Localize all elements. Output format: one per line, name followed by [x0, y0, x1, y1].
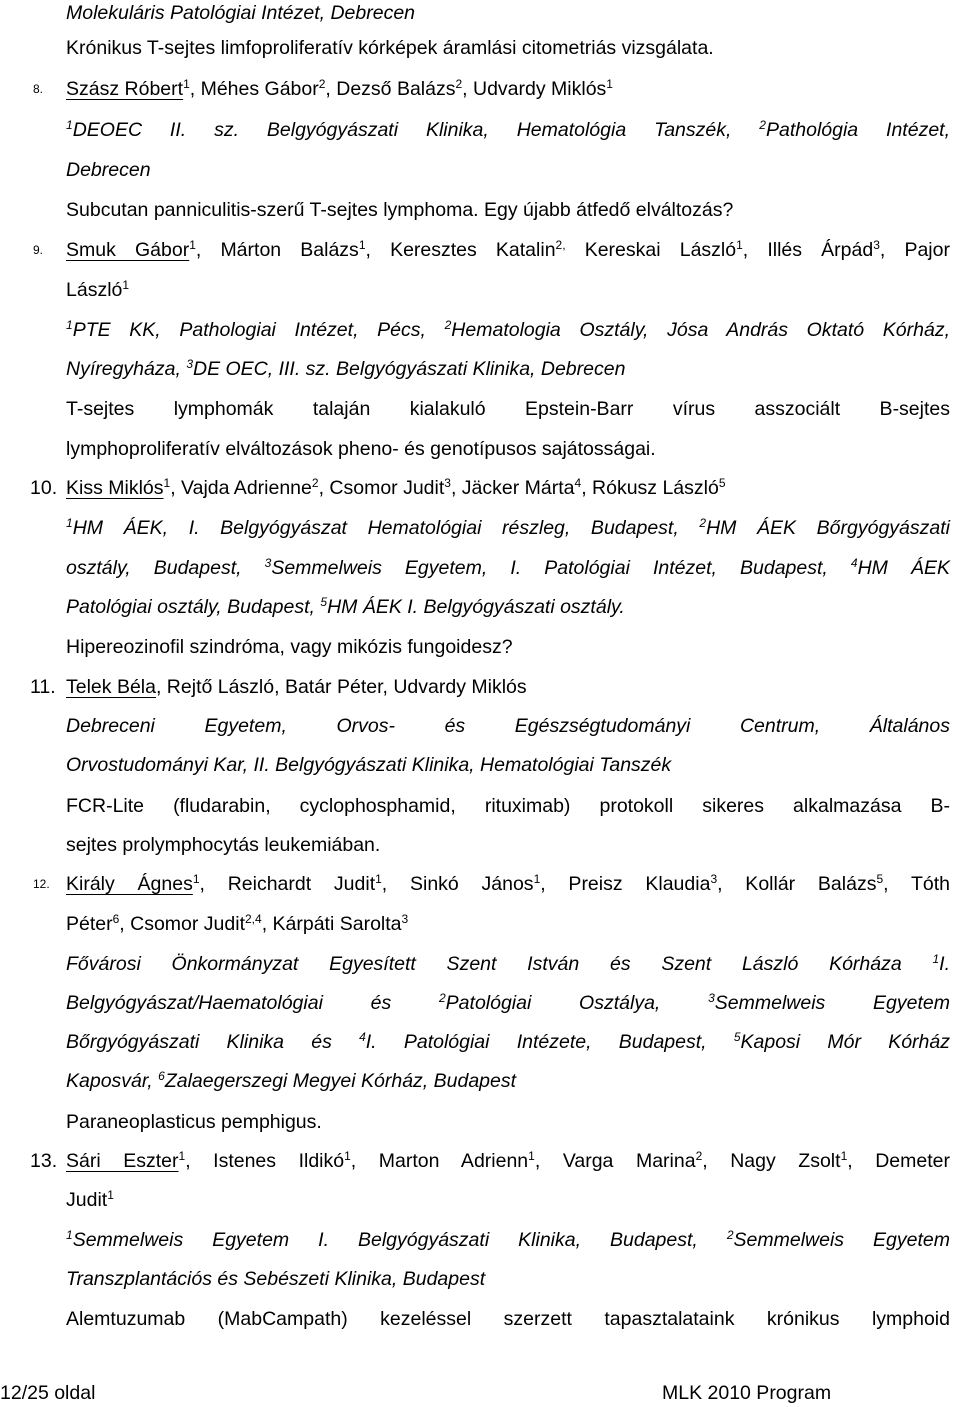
author: Péter — [66, 913, 113, 935]
superscript: 2, — [555, 238, 566, 252]
affiliation-line — [66, 1029, 950, 1055]
superscript: 1 — [528, 1149, 535, 1163]
superscript: 2 — [699, 516, 707, 530]
superscript: 1 — [107, 1188, 114, 1202]
superscript: 1 — [66, 516, 73, 530]
entry-number: 12. — [33, 877, 50, 891]
author-line — [66, 871, 950, 897]
affiliation-line — [66, 356, 950, 382]
author: , Nagy Zsolt — [702, 1150, 841, 1172]
author: , Demeter — [847, 1150, 950, 1172]
superscript: 4 — [574, 476, 582, 490]
affiliation-line — [66, 951, 950, 977]
author: László — [66, 279, 123, 301]
affiliation-line — [66, 317, 950, 343]
presenting-author: Király Ágnes — [66, 873, 193, 895]
superscript: 1 — [840, 1149, 848, 1163]
affiliation-line: Orvostudományi Kar, II. Belgyógyászati Klinika, Hematológiai Tanszék — [66, 754, 672, 776]
affiliation-line — [66, 515, 950, 541]
author: , Kollár Balázs — [717, 873, 877, 895]
superscript: 1 — [66, 1228, 73, 1242]
superscript: 1 — [183, 77, 190, 91]
abstract-title: Alemtuzumab (MabCampath) kezeléssel szerzett tapasztalataink krónikus lymphoid — [66, 1308, 950, 1330]
author-line — [66, 76, 950, 102]
affiliation-text: Kaposi Mór Kórház — [740, 1031, 950, 1053]
superscript: 2 — [438, 991, 446, 1005]
superscript: 3 — [264, 556, 272, 570]
superscript: 3 — [873, 238, 880, 252]
superscript: 5 — [876, 872, 884, 886]
affiliation-text: Pathológia Intézet, — [765, 119, 950, 141]
abstract-title: lymphoproliferatív elváltozások pheno- és genotípusos sajátosságai. — [66, 438, 656, 460]
entry-number: 11. — [30, 676, 56, 698]
author: , Marton Adrienn — [350, 1150, 529, 1172]
affiliation-line: Debreceni Egyetem, Orvos- és Egészségtudományi Centrum, Általános — [66, 715, 950, 737]
presenting-author: Smuk Gábor — [66, 239, 190, 261]
superscript: 3 — [710, 872, 718, 886]
abstract-title: Subcutan panniculitis-szerű T-sejtes lymphoma. Egy újabb átfedő elváltozás? — [66, 199, 734, 221]
superscript: 1 — [533, 872, 541, 886]
affiliation-text: osztály, Budapest, — [66, 557, 265, 579]
superscript: 4 — [850, 556, 858, 570]
superscript: 4 — [359, 1030, 366, 1044]
affiliation-line — [66, 594, 950, 620]
abstract-title: T-sejtes lymphomák talaján kialakuló Epstein-Barr vírus asszociált B-sejtes — [66, 398, 950, 420]
author: , Reichardt Judit — [199, 873, 376, 895]
affiliation-text: Kaposvár, — [66, 1070, 159, 1092]
affiliation-text: DE OEC, III. sz. Belgyógyászati Klinika, Debrecen — [193, 358, 626, 380]
superscript: 6 — [158, 1069, 165, 1083]
affiliation-text: Nyíregyháza, — [66, 358, 187, 380]
entry-number: 13. — [30, 1150, 58, 1172]
superscript: 5 — [733, 1030, 741, 1044]
affiliation-line — [66, 555, 950, 581]
superscript: 2 — [311, 476, 319, 490]
superscript: 2 — [455, 77, 463, 91]
affiliation-text: Semmelweis Egyetem, I. Patológiai Intézet, Budapest, — [271, 557, 851, 579]
affiliation-text: Patológiai Osztálya, — [445, 992, 709, 1014]
superscript: 1 — [606, 77, 613, 91]
superscript: 1 — [178, 1149, 186, 1163]
affiliation-text: Patológiai osztály, Budapest, — [66, 596, 321, 618]
superscript: 3 — [401, 912, 409, 926]
superscript: 5 — [718, 476, 726, 490]
superscript: 1 — [189, 238, 196, 252]
superscript: 1 — [344, 1149, 351, 1163]
author: , Keresztes Katalin — [365, 239, 556, 261]
entry-number: 10. — [30, 477, 58, 499]
author: , Rókusz László — [581, 477, 719, 499]
abstract-title: Krónikus T-sejtes limfoproliferatív kórképek áramlási citometriás vizsgálata. — [66, 37, 714, 59]
affiliation-text: PTE KK, Pathologiai Intézet, Pécs, — [72, 319, 445, 341]
superscript: 1 — [358, 238, 366, 252]
author: , Csomor Judit — [119, 913, 245, 935]
superscript: 1 — [66, 318, 73, 332]
affiliation-text: HM ÁEK I. Belgyógyászati osztály. — [327, 596, 625, 618]
abstract-title: Paraneoplasticus pemphigus. — [66, 1111, 322, 1133]
author: , Jäcker Márta — [450, 477, 575, 499]
author: , Méhes Gábor — [189, 78, 319, 100]
author-line — [66, 277, 950, 303]
document-title-footer: MLK 2010 Program — [662, 1382, 832, 1404]
affiliation-line — [66, 1068, 950, 1094]
superscript: 1 — [375, 872, 382, 886]
superscript: 3 — [186, 357, 193, 371]
affiliation-text: Hematologia Osztály, Jósa András Oktató Kórház, — [451, 319, 950, 341]
affiliation-text: Semmelweis Egyetem — [714, 992, 950, 1014]
presenting-author: Sári Eszter — [66, 1150, 179, 1172]
affiliation-text: DEOEC II. sz. Belgyógyászati Klinika, Hematológia Tanszék, — [72, 119, 760, 141]
affiliation-text: Zalaegerszegi Megyei Kórház, Budapest — [164, 1070, 517, 1092]
author-line — [66, 911, 950, 937]
superscript: 2 — [695, 1149, 703, 1163]
superscript: 2 — [318, 77, 326, 91]
page-number: 12/25 oldal — [0, 1382, 96, 1404]
affiliation-text: Semmelweis Egyetem — [733, 1229, 950, 1251]
affiliation-line: Debrecen — [66, 159, 151, 181]
abstract-title: Hipereozinofil szindróma, vagy mikózis fungoidesz? — [66, 636, 513, 658]
superscript: 2 — [759, 118, 766, 132]
affiliation-line: Transzplantációs és Sebészeti Klinika, Budapest — [66, 1268, 486, 1290]
affiliation-text: HM ÁEK, I. Belgyógyászat Hematológiai részleg, Budapest, — [72, 517, 700, 539]
superscript: 6 — [112, 912, 120, 926]
superscript: 1 — [163, 476, 171, 490]
author: , Csomor Judit — [318, 477, 445, 499]
affiliation-text: Bőrgyógyászati Klinika és — [66, 1031, 360, 1053]
superscript: 2,4 — [245, 912, 262, 926]
presenting-author: Kiss Miklós — [66, 477, 164, 499]
superscript: 2 — [444, 318, 452, 332]
affiliation-line — [66, 117, 950, 143]
abstract-title: sejtes prolymphocytás leukemiában. — [66, 834, 381, 856]
affiliation-text: Semmelweis Egyetem I. Belgyógyászati Klinika, Budapest, — [72, 1229, 727, 1251]
affiliation-text: Belgyógyászat/Haematológiai és — [66, 992, 439, 1014]
affiliation-line: Molekuláris Patológiai Intézet, Debrecen — [66, 2, 416, 24]
author: , Tóth — [883, 873, 951, 895]
presenting-author: Szász Róbert — [66, 78, 184, 100]
author-line — [66, 674, 950, 700]
author: Kereskai László — [565, 239, 737, 261]
author-line — [66, 1148, 950, 1174]
author: Judit — [66, 1189, 108, 1211]
superscript: 1 — [932, 952, 940, 966]
author: , Dezső Balázs — [325, 78, 456, 100]
superscript: 3 — [708, 991, 715, 1005]
author: , Kárpáti Sarolta — [261, 913, 402, 935]
entry-number: 8. — [33, 82, 44, 96]
superscript: 2 — [726, 1228, 734, 1242]
author-line — [66, 1187, 950, 1213]
author: , Varga Marina — [534, 1150, 696, 1172]
author: , Udvardy Miklós — [462, 78, 607, 100]
author: , Preisz Klaudia — [540, 873, 711, 895]
author-line — [66, 237, 950, 263]
superscript: 3 — [444, 476, 451, 490]
affiliation-text: HM ÁEK Bőrgyógyászati — [706, 517, 950, 539]
affiliation-line — [66, 990, 950, 1016]
author-line — [66, 475, 950, 501]
author: , Illés Árpád — [742, 239, 874, 261]
superscript: 1 — [192, 872, 200, 886]
affiliation-text: I. Patológiai Intézete, Budapest, — [365, 1031, 734, 1053]
superscript: 1 — [66, 118, 73, 132]
affiliation-text: I. — [939, 953, 950, 975]
author: , Pajor — [879, 239, 950, 261]
affiliation-text: HM ÁEK — [857, 557, 951, 579]
affiliation-text: Fővárosi Önkormányzat Egyesített Szent István és Szent László Kórháza — [66, 953, 933, 975]
superscript: 5 — [320, 595, 328, 609]
author: , Vajda Adrienne — [170, 477, 312, 499]
author: , Istenes Ildikó — [185, 1150, 345, 1172]
entry-number: 9. — [33, 243, 44, 257]
author: , Márton Balázs — [195, 239, 359, 261]
author: , Sinkó János — [381, 873, 534, 895]
presenting-author: Telek Béla — [66, 676, 156, 698]
superscript: 1 — [122, 278, 130, 292]
abstract-title: FCR-Lite (fludarabin, cyclophosphamid, rituximab) protokoll sikeres alkalmazása B- — [66, 795, 950, 817]
affiliation-line — [66, 1227, 950, 1253]
author: , Rejtő László, Batár Péter, Udvardy Miklós — [155, 676, 527, 698]
superscript: 1 — [736, 238, 743, 252]
